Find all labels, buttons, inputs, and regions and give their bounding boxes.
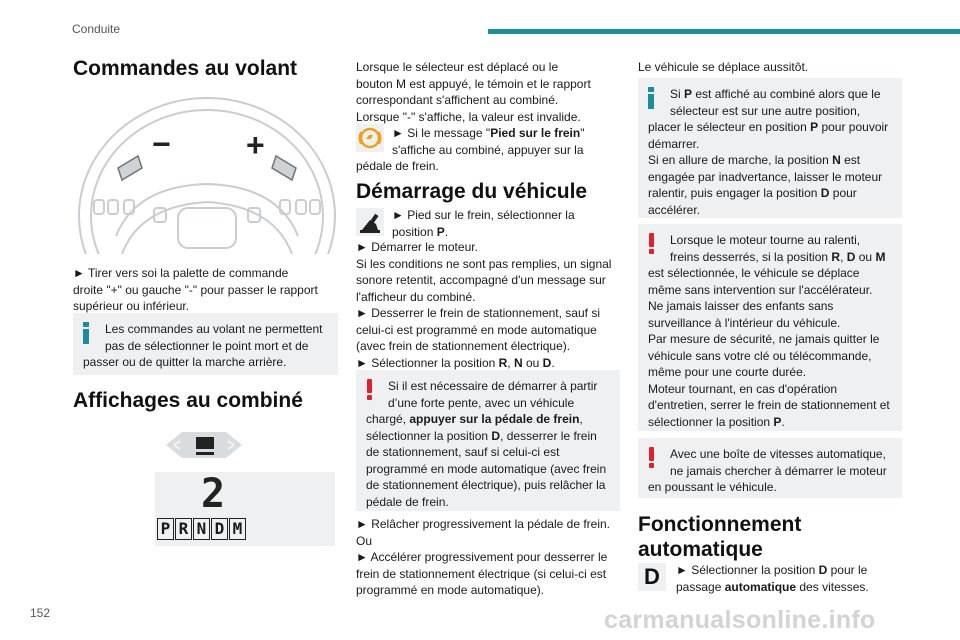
warning-icon xyxy=(366,379,372,401)
brake-message xyxy=(392,125,622,158)
text-line: d’une forte pente, avec un véhicule xyxy=(388,395,575,410)
text-line: ► Desserrer le frein de stationnement, sauf si xyxy=(356,306,600,320)
text-line: s'affiche au combiné, appuyer sur la xyxy=(392,142,584,157)
text-line: même pour une courte durée. xyxy=(648,365,807,379)
text-line: surveillance à l'intérieur du véhicule. xyxy=(648,315,841,330)
plus-label: + xyxy=(246,127,265,163)
text-line: Ou xyxy=(356,533,373,548)
text-line: pas de sélectionner le point mort et de xyxy=(105,338,309,353)
mode-r: R xyxy=(175,518,192,540)
gear-modes xyxy=(157,518,246,540)
text-line: pédale de frein. xyxy=(366,494,449,509)
info-box-steering xyxy=(73,313,338,375)
text-line: passage automatique des vitesses. xyxy=(676,579,869,594)
warning-icon xyxy=(648,233,654,255)
text-line: ► Relâcher progressivement la pédale de frein. xyxy=(356,517,611,531)
text-line: chargé, appuyer sur la pédale de frein, xyxy=(366,412,583,426)
text-line: position P. xyxy=(392,224,449,239)
text-line: de stationnement, sauf si celui-ci est xyxy=(366,445,560,459)
warning-box-slope xyxy=(356,370,620,511)
text-line: ► Démarrer le moteur. xyxy=(356,240,478,254)
text-line: Si les conditions ne sont pas remplies, un signal xyxy=(356,256,612,271)
mode-n: N xyxy=(193,518,210,540)
text-line: Ne jamais laisser des enfants sans xyxy=(648,299,834,313)
text-line: (avec frein de stationnement électrique). xyxy=(356,339,571,353)
header-accent-bar xyxy=(488,29,960,34)
warning-box-idle xyxy=(638,224,902,431)
text-line: supérieur ou inférieur. xyxy=(73,299,190,313)
text-line: accélérer. xyxy=(648,202,701,217)
page-number: 152 xyxy=(30,606,51,620)
text-line: Le véhicule se déplace aussitôt. xyxy=(638,60,809,74)
text-line: de stationnement électrique), puis relâcher la xyxy=(366,478,606,492)
mode-m: M xyxy=(229,518,246,540)
text-line: droite "+" ou gauche "-" pour passer le rapport xyxy=(73,282,318,297)
text-line: programmé en mode automatique). xyxy=(356,583,545,597)
text-line: Lorsque le sélecteur est déplacé ou le xyxy=(356,60,559,74)
text-line: ► Sélectionner la position R, N ou D. xyxy=(356,355,555,370)
heading-line: automatique xyxy=(638,538,763,561)
text-line: sonore retentit, accompagné d'un message sur xyxy=(356,273,606,287)
instrument-cluster-icon xyxy=(160,426,248,464)
gear-display xyxy=(155,472,335,546)
text-line: en poussant le véhicule. xyxy=(648,480,777,494)
text-line: engagée par inadvertance, laisser le moteur xyxy=(648,169,883,184)
section-title: Conduite xyxy=(72,22,121,36)
text-line: l'afficheur du combiné. xyxy=(356,289,476,304)
text-line: celui-ci est programmé en mode automatique xyxy=(356,322,597,337)
text-line: Lorsque le moteur tourne au ralenti, xyxy=(670,233,861,247)
text-line: placer le sélecteur en position P pour pouvoir xyxy=(648,120,889,134)
text-line: Par mesure de sécurité, ne jamais quitter le xyxy=(648,332,880,346)
text-line: sélectionner la position D, desserrer le frein xyxy=(366,428,597,443)
text-line: Si P est affiché au combiné alors que le xyxy=(670,87,881,101)
text-line: Si il est nécessaire de démarrer à partir xyxy=(388,379,598,393)
text-line: même sans intervention sur l'accélérateur. xyxy=(648,282,873,297)
text-line: est sélectionnée, le véhicule se déplace xyxy=(648,266,860,280)
text-line: freins desserrés, si la position R, D ou M xyxy=(670,249,886,264)
warning-icon xyxy=(648,447,654,469)
brake-warning-icon xyxy=(356,124,384,152)
heading-steering-controls: Commandes au volant xyxy=(73,57,298,80)
mode-p: P xyxy=(157,518,174,540)
start-instructions xyxy=(356,239,622,371)
heading-dashboard-display: Affichages au combiné xyxy=(73,389,303,412)
text-line: d'entretien, serrer le frein de stationnement et xyxy=(648,398,890,412)
gear-number: 2 xyxy=(201,471,226,517)
steering-instructions xyxy=(73,265,343,315)
info-icon xyxy=(83,322,89,344)
foot-on-brake-icon xyxy=(356,208,384,236)
release-instructions xyxy=(356,516,622,599)
text-line: correspondant s'affichent au combiné. xyxy=(356,93,559,107)
text-line: pédale de frein. xyxy=(356,159,439,173)
text-line: ► Accélérer progressivement pour desserrer le xyxy=(356,550,608,564)
text-line: Avec une boîte de vitesses automatique, xyxy=(670,447,886,461)
text-line: sélectionner la position P. xyxy=(648,414,785,429)
text-line: frein de stationnement électrique (si celui-ci est xyxy=(356,566,607,581)
info-box-position xyxy=(638,78,902,218)
drive-position-badge xyxy=(638,563,666,591)
text-line: ► Tirer vers soi la palette de commande xyxy=(73,266,289,280)
heading-line: Fonctionnement xyxy=(638,513,802,536)
info-icon xyxy=(648,87,654,109)
text-line: ne jamais chercher à démarrer le moteur xyxy=(670,463,887,478)
heading-starting-vehicle: Démarrage du véhicule xyxy=(356,180,588,203)
drive-badge-letter: D xyxy=(644,564,660,589)
watermark: carmanualsonline.info xyxy=(604,606,876,634)
text-line: Lorsque "-" s'affiche, la valeur est invalide. xyxy=(356,109,581,124)
text-line: véhicule sans votre clé ou télécommande, xyxy=(648,348,872,363)
start-step-1 xyxy=(392,207,622,240)
mode-d: D xyxy=(211,518,228,540)
text-line: passer ou de quitter la marche arrière. xyxy=(83,355,287,369)
text-line: ralentir, puis engager la position D pour xyxy=(648,186,857,200)
text-line: programmé en mode automatique (avec frein xyxy=(366,461,607,476)
text-line: Les commandes au volant ne permettent xyxy=(105,322,323,336)
text-line: ► Sélectionner la position D pour le xyxy=(676,563,868,577)
selector-intro xyxy=(356,59,622,125)
text-line: bouton M est appuyé, le témoin et le rapport xyxy=(356,76,591,91)
text-line: ► Si le message "Pied sur le frein" xyxy=(392,126,585,140)
text-line: démarrer. xyxy=(648,136,700,151)
auto-instructions xyxy=(676,562,902,595)
warning-box-push-start xyxy=(638,438,902,498)
text-line: Si en allure de marche, la position N est xyxy=(648,153,861,167)
text-line: sélecteur est sur une autre position, xyxy=(670,103,861,118)
minus-label: − xyxy=(152,126,171,162)
text-line: Moteur tournant, en cas d'opération xyxy=(648,381,838,396)
steering-wheel-illustration xyxy=(76,96,338,254)
heading-automatic-operation xyxy=(638,512,801,562)
text-line: ► Pied sur le frein, sélectionner la xyxy=(392,208,575,222)
